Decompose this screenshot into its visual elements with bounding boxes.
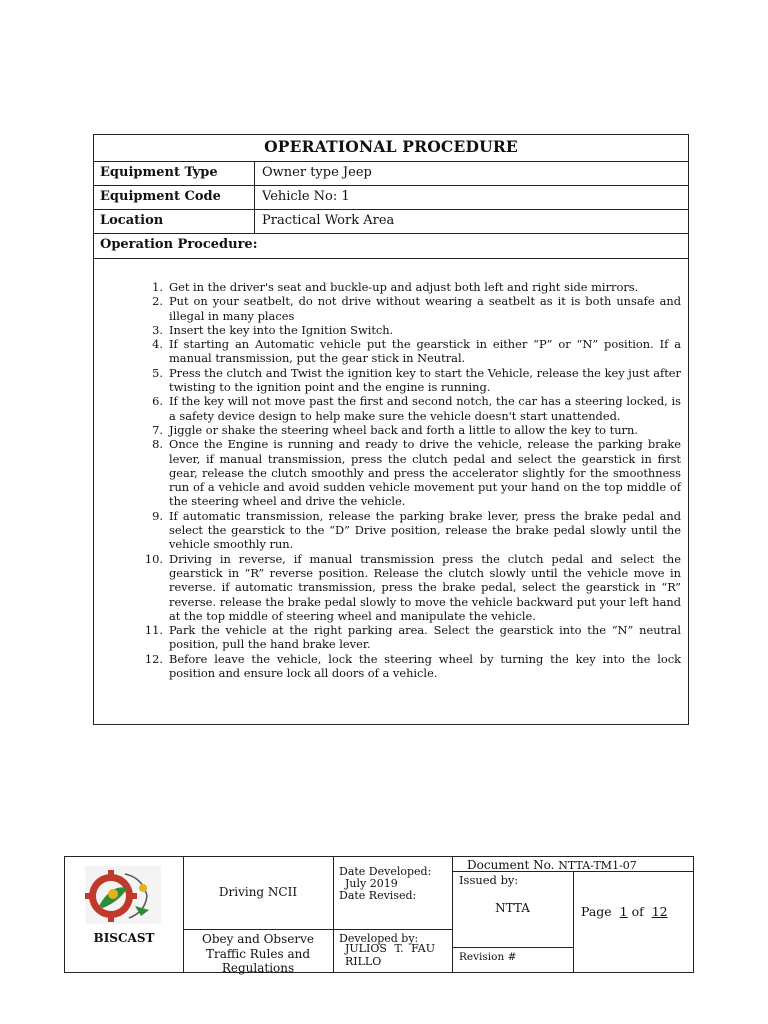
date-revised-label: Date Revised:: [339, 889, 417, 902]
developed-by-label: Developed by:: [339, 932, 419, 945]
equipment-code-value: Vehicle No: 1: [262, 189, 350, 204]
footer-divider: [333, 929, 452, 930]
step-number: 4.: [152, 337, 163, 352]
document-footer-table: [64, 856, 694, 973]
step-text: If automatic transmission, release the parking brake lever, press the brake pedal and select the gearstick to the “D” Drive position, release the brake pedal slowly until the vehicle smoothly run.: [169, 508, 681, 552]
module-title: Obey and Observe Traffic Rules and Regulations: [202, 932, 314, 975]
footer-divider: [452, 947, 573, 948]
issued-by-value: NTTA: [495, 901, 530, 915]
footer-divider: [183, 929, 333, 930]
revision-label: Revision #: [459, 951, 517, 963]
document-number-label: Document No.: [467, 858, 555, 872]
step-text: If starting an Automatic vehicle put the gearstick in either “P” or “N” position. If a manual transmission, put the gear stick in Neutral.: [169, 337, 681, 366]
procedure-step: [138, 294, 681, 323]
step-text: Insert the key into the Ignition Switch.: [169, 322, 394, 337]
operational-procedure-table: [93, 134, 689, 725]
step-text: Get in the driver's seat and buckle-up and adjust both left and right side mirrors.: [169, 280, 639, 294]
step-text: Once the Engine is running and ready to drive the vehicle, release the parking brake lever, if manual transmission, press the clutch pedal and select the gearstick in first gear, release the clutch smoothly and press the accelerator slightly for the smoothness run of a vehicle and avoid sudden vehicle movement put your hand on the top middle of the steering wheel and drive the vehicle.: [169, 437, 681, 509]
step-number: 7.: [152, 422, 163, 437]
step-number: 11.: [144, 623, 163, 638]
procedure-title: OPERATIONAL PROCEDURE: [94, 135, 688, 162]
document-number: [467, 858, 637, 872]
step-number: 2.: [152, 294, 163, 309]
page-of: of: [631, 904, 644, 919]
document-number-value: NTTA-TM1-07: [558, 859, 637, 872]
page-label: Page: [581, 904, 612, 919]
location-row: [94, 210, 688, 234]
step-number: 1.: [152, 280, 163, 294]
step-number: 9.: [152, 508, 163, 523]
equipment-type-value: Owner type Jeep: [262, 165, 372, 180]
step-number: 5.: [152, 365, 163, 380]
school-seal-icon: [85, 866, 161, 924]
date-developed-label: Date Developed:: [339, 865, 432, 878]
page-current: 1: [619, 904, 628, 919]
step-text: Park the vehicle at the right parking area. Select the gearstick into the “N” neutral position, pull the hand brake lever.: [169, 623, 681, 652]
equipment-type-label: Equipment Type: [94, 162, 255, 185]
date-developed-value: July 2019: [345, 877, 398, 890]
location-label: Location: [94, 210, 255, 233]
procedure-steps-list: [138, 280, 681, 680]
operation-procedure-heading: Operation Procedure:: [94, 234, 688, 259]
procedure-step: [138, 366, 681, 395]
location-value: Practical Work Area: [262, 213, 395, 228]
equipment-code-row: [94, 186, 688, 210]
step-text: Press the clutch and Twist the ignition key to start the Vehicle, release the key just after twisting to the ignition point and the engine is running.: [169, 365, 681, 395]
procedure-step: [138, 394, 681, 423]
step-text: If the key will not move past the first and second notch, the car has a steering locked, is a safety device design to help make sure the vehicle doesn't start unattended.: [169, 394, 681, 423]
developed-by-value: JULIOS T. FAU RILLO: [345, 942, 435, 968]
step-number: 3.: [152, 322, 163, 337]
step-number: 12.: [144, 651, 163, 666]
footer-divider: [183, 857, 184, 972]
page-indicator: [581, 904, 668, 919]
procedure-step: [138, 437, 681, 508]
procedure-step: [138, 552, 681, 623]
procedure-step: [138, 652, 681, 681]
step-number: 8.: [152, 437, 163, 452]
step-text: Put on your seatbelt, do not drive without wearing a seatbelt as it is both unsafe and illegal in many places: [169, 294, 681, 323]
procedure-step: [138, 323, 681, 337]
procedure-step: [138, 509, 681, 552]
institution-name: BISCAST: [93, 931, 155, 945]
step-text: Before leave the vehicle, lock the steering wheel by turning the key into the lock position and ensure lock all doors of a vehicle.: [169, 651, 681, 681]
step-text: Driving in reverse, if manual transmission press the clutch pedal and select the gearstick in “R” reverse position. Release the clutch slowly until the vehicle move in reverse. if automatic transmission, press the brake pedal, select the gearstick in “R” reverse. release the brake pedal slowly to move the vehicle backward put your left hand at the top middle of steering wheel and manipulate the vehicle.: [169, 551, 681, 623]
footer-divider: [333, 857, 334, 972]
step-text: Jiggle or shake the steering wheel back and forth a little to allow the key to turn.: [169, 422, 638, 437]
page-total: 12: [651, 904, 668, 919]
course-name: Driving NCII: [218, 885, 298, 899]
footer-divider: [573, 871, 574, 972]
step-number: 6.: [152, 394, 163, 409]
procedure-step: [138, 623, 681, 652]
issued-by-label: Issued by:: [459, 873, 519, 887]
procedure-step: [138, 337, 681, 366]
procedure-step: [138, 280, 681, 294]
equipment-code-label: Equipment Code: [94, 186, 255, 209]
equipment-type-row: [94, 162, 688, 186]
procedure-step: [138, 423, 681, 437]
step-number: 10.: [144, 551, 163, 566]
